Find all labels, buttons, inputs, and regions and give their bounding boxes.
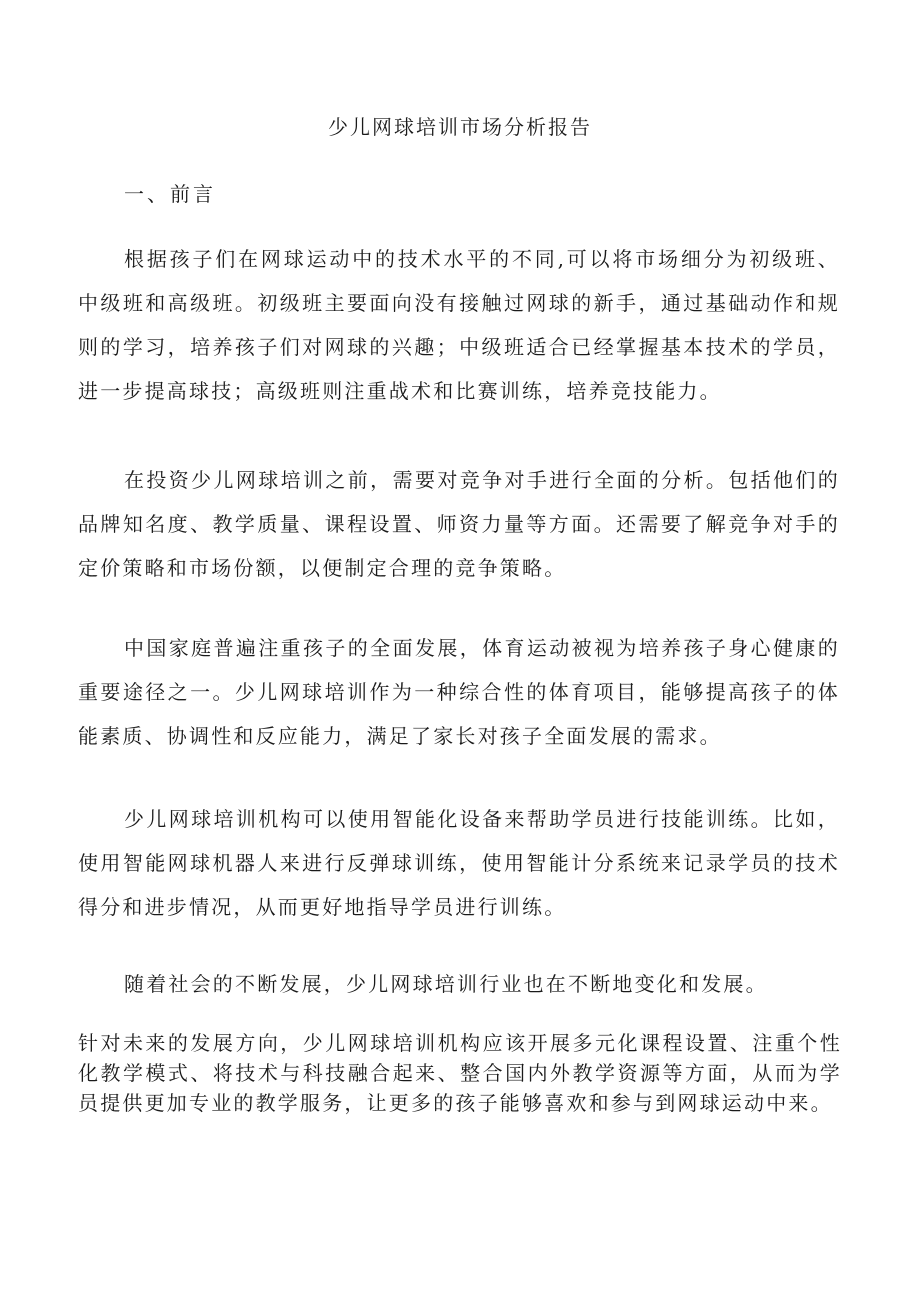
paragraph-future-direction: 针对未来的发展方向，少儿网球培训机构应该开展多元化课程设置、注重个性化教学模式、将技术与科技融合起来、整合国内外教学资源等方面，从而为学员提供更加专业的教学服务，让更多的孩子能够喜欢和参与到网球运动中来。 [78, 1031, 842, 1115]
paragraph-industry-development: 随着社会的不断发展，少儿网球培训行业也在不断地变化和发展。 [124, 972, 768, 996]
paragraph-smart-equipment: 少儿网球培训机构可以使用智能化设备来帮助学员进行技能训练。比如，使用智能网球机器人来进行反弹球训练，使用智能计分系统来记录学员的技术得分和进步情况，从而更好地指导学员进行训练。 [78, 807, 840, 919]
paragraph-market-segmentation: 根据孩子们在网球运动中的技术水平的不同,可以将市场细分为初级班、中级班和高级班。初级班主要面向没有接触过网球的新手，通过基础动作和规则的学习，培养孩子们对网球的兴趣；中级班适合已经掌握基本技术的学员，进一步提高球技；高级班则注重战术和比赛训练，培养竞技能力。 [78, 247, 840, 403]
paragraph-competitor-analysis: 在投资少儿网球培训之前，需要对竞争对手进行全面的分析。包括他们的品牌知名度、教学质量、课程设置、师资力量等方面。还需要了解竞争对手的定价策略和市场份额，以便制定合理的竞争策略。 [78, 468, 840, 580]
paragraph-family-demand: 中国家庭普遍注重孩子的全面发展，体育运动被视为培养孩子身心健康的重要途径之一。少儿网球培训作为一种综合性的体育项目，能够提高孩子的体能素质、协调性和反应能力，满足了家长对孩子全面发展的需求。 [78, 636, 840, 748]
section-heading: 一、前言 [124, 182, 216, 206]
document-title: 少儿网球培训市场分析报告 [328, 115, 592, 139]
